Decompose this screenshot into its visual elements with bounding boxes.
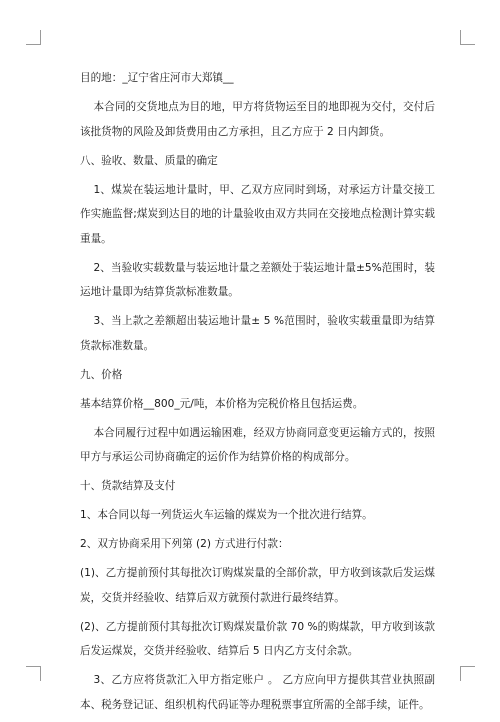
inspection-clause-3: 3、当上款之差额超出装运地计量± 5 %范围时，验收实载重量即为结算货款标准数量。 — [80, 315, 435, 352]
destination-line: 目的地：_辽宁省庄河市大郑镇__ — [80, 72, 234, 84]
inspection-clause-2: 2、当验收实载数量与装运地计量之差额处于装运地计量±5%范围时，装运地计量即为结算货款标准数量。 — [80, 261, 435, 298]
document-body — [80, 66, 435, 722]
section-heading-price: 九、价格 — [80, 368, 123, 381]
payment-option-2: (2)、乙方提前预付其每批次订购煤炭量价款 70 %的购煤款，甲方收到该款后发运煤炭，交货并经验收、结算后 5 日内乙方支付余款。 — [80, 620, 435, 657]
payment-option-1: (1)、乙方提前预付其每批次订购煤炭量的全部价款，甲方收到该款后发运煤炭，交货并经验收、结算后双方就预付款进行最终结算。 — [80, 567, 435, 604]
payment-clause-2: 2、双方协商采用下列第 (2) 方式进行付款： — [80, 538, 289, 550]
section-heading-payment: 十、货款结算及支付 — [80, 480, 176, 492]
price-clause: 基本结算价格__800_元/吨，本价格为完税价格且包括运费。 — [80, 397, 364, 410]
section-heading-inspection: 八、验收、数量、质量的确定 — [80, 154, 218, 167]
payment-clause-3: 3、乙方应将货款汇入甲方指定账户 。 乙方应向甲方提供其营业执照副本、税务登记证、组织机构代码证等办理税票事宜所需的全部手续，证件。 — [80, 674, 435, 711]
crop-mark-top-right — [460, 30, 475, 45]
crop-mark-bottom-left — [26, 666, 41, 681]
crop-mark-bottom-right — [460, 666, 475, 681]
payment-clause-1: 1、本合同以每一列货运火车运输的煤炭为一个批次进行结算。 — [80, 509, 373, 521]
delivery-clause: 本合同的交货地点为目的地，甲方将货物运至目的地即视为交付，交付后该批货物的风险及卸货费用由乙方承担，且乙方应于 2 日内卸货。 — [80, 101, 435, 138]
price-adjustment-clause: 本合同履行过程中如遇运输困难，经双方协商同意变更运输方式的，按照甲方与承运公司协商确定的运价作为结算价格的构成部分。 — [80, 426, 435, 463]
inspection-clause-1: 1、煤炭在装运地计量时，甲、乙双方应同时到场，对承运方计量交接工作实施监督;煤炭到达目的地的计量验收由双方共同在交接地点检测计算实载重量。 — [80, 183, 435, 245]
crop-mark-top-left — [26, 30, 41, 45]
